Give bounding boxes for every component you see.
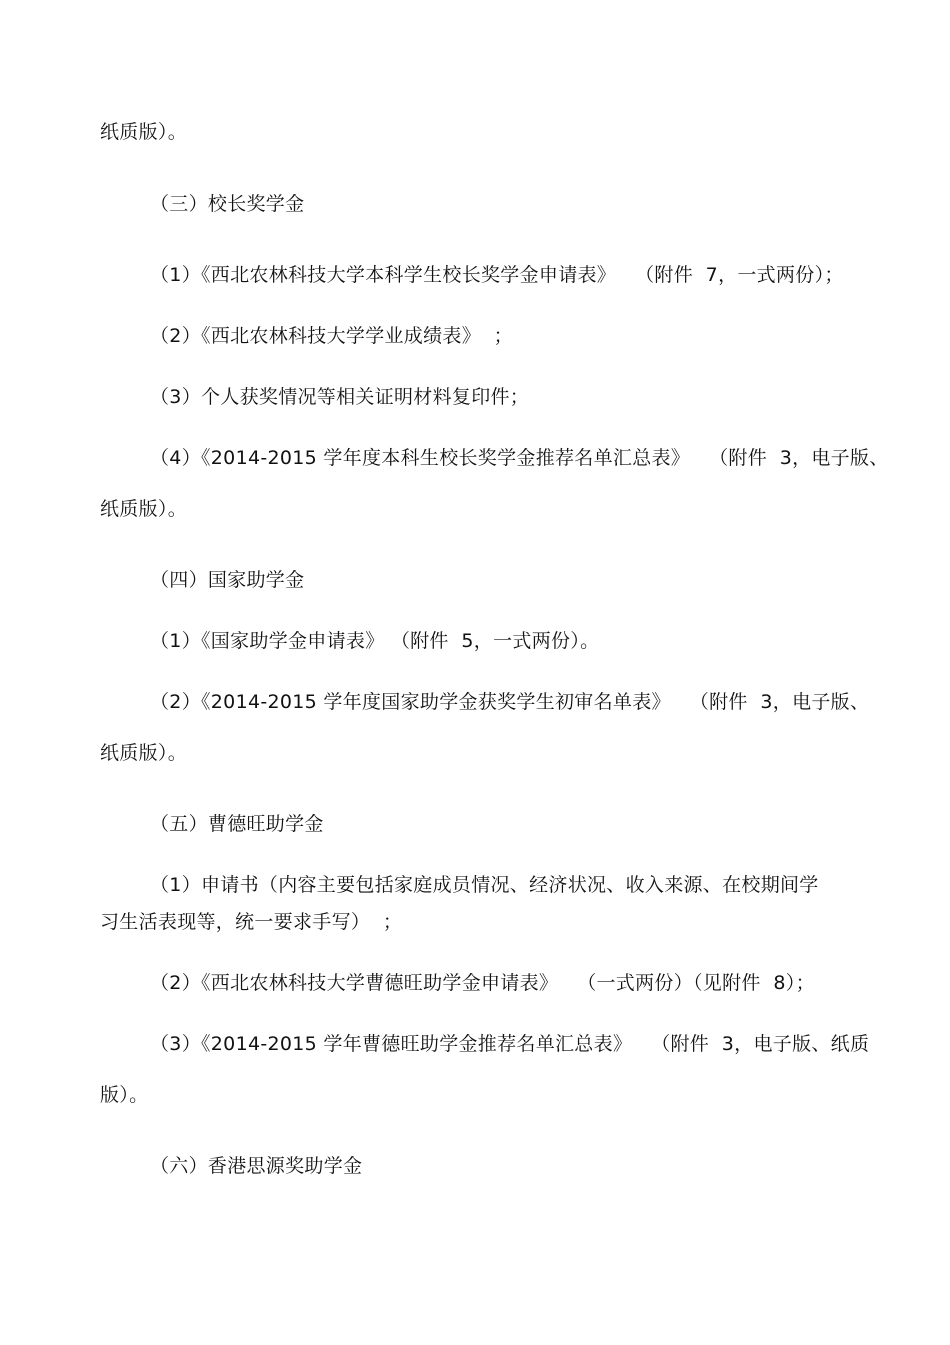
text-line-continuation: 纸质版）。 xyxy=(100,742,188,764)
list-item: （1）《西北农林科技大学本科学生校长奖学金申请表》 （附件 7，一式两份）； xyxy=(150,264,844,286)
list-item: （3）个人获奖情况等相关证明材料复印件； xyxy=(150,386,530,408)
section-heading-national-grant: （四）国家助学金 xyxy=(150,569,305,591)
list-item: （2）《西北农林科技大学曹德旺助学金申请表》 （一式两份）（见附件 8）； xyxy=(150,972,815,994)
list-item: （4）《2014-2015 学年度本科生校长奖学金推荐名单汇总表》 （附件 3，电子版、 xyxy=(150,447,889,469)
list-item: （2）《2014-2015 学年度国家助学金获奖学生初审名单表》 （附件 3，电子版、 xyxy=(150,691,870,713)
text-line-continuation: 习生活表现等，统一要求手写） ； xyxy=(100,911,403,933)
section-heading-president-scholarship: （三）校长奖学金 xyxy=(150,193,305,215)
section-heading-siyuan-grant: （六）香港思源奖助学金 xyxy=(150,1155,363,1177)
text-line-continuation: 纸质版）。 xyxy=(100,498,188,520)
text-line-continuation: 版）。 xyxy=(100,1084,149,1106)
list-item: （1）《国家助学金申请表》 （附件 5，一式两份）。 xyxy=(150,630,600,652)
list-item: （1）申请书（内容主要包括家庭成员情况、经济状况、收入来源、在校期间学 xyxy=(150,874,819,896)
list-item: （3）《2014-2015 学年曹德旺助学金推荐名单汇总表》 （附件 3，电子版、纸质 xyxy=(150,1033,870,1055)
list-item: （2）《西北农林科技大学学业成绩表》 ； xyxy=(150,325,513,347)
text-line-continuation: 纸质版）。 xyxy=(100,121,188,143)
section-heading-cao-dewang-grant: （五）曹德旺助学金 xyxy=(150,813,324,835)
